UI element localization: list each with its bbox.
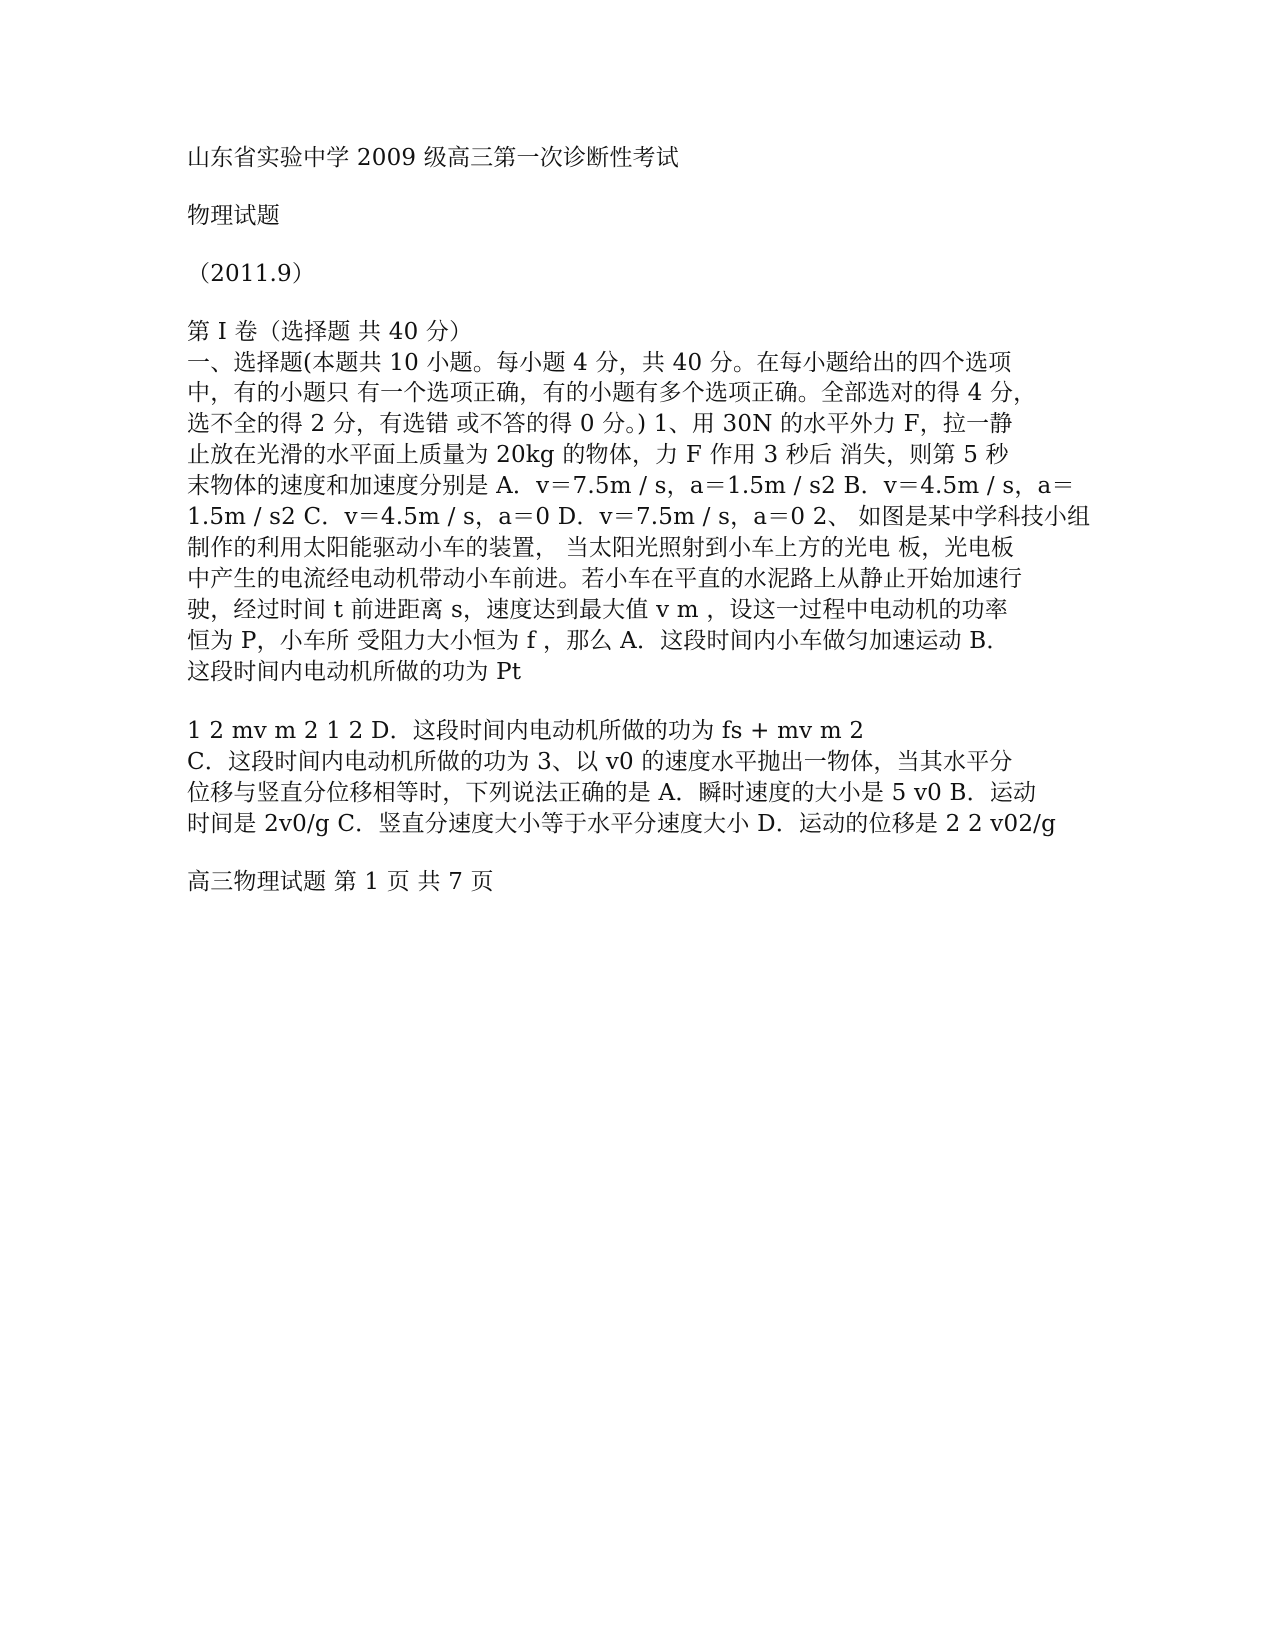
section-heading: 第 I 卷（选择题 共 40 分） (187, 319, 473, 345)
text-line: 一、选择题(本题共 10 小题。每小题 4 分，共 40 分。在每小题给出的四个选项 (187, 350, 1012, 376)
exam-title: 山东省实验中学 2009 级高三第一次诊断性考试 (187, 145, 679, 171)
text-line: 1 2 mv m 2 1 2 D．这段时间内电动机所做的功为 fs + mv m 2 (187, 718, 865, 744)
text-line: 止放在光滑的水平面上质量为 20kg 的物体，力 F 作用 3 秒后 消失，则第 5 秒 (187, 442, 1009, 468)
exam-date: （2011.9） (187, 261, 316, 287)
text-line: 制作的利用太阳能驱动小车的装置， 当太阳光照射到小车上方的光电 板，光电板 (187, 535, 1015, 561)
text-line: 末物体的速度和加速度分别是 A．v＝7.5m / s，a＝1.5m / s2 B．v＝4.5m / s，a＝ (187, 473, 1075, 499)
text-line: 时间是 2v0/g C．竖直分速度大小等于水平分速度大小 D．运动的位移是 2 2 v02/g (187, 811, 1057, 837)
text-line: 中产生的电流经电动机带动小车前进。若小车在平直的水泥路上从静止开始加速行 (187, 566, 1023, 592)
text-line: 1.5m / s2 C．v＝4.5m / s，a＝0 D．v＝7.5m / s，a＝0 2、 如图是某中学科技小组 (187, 504, 1091, 530)
subject-heading: 物理试题 (187, 203, 280, 229)
text-line: 位移与竖直分位移相等时，下列说法正确的是 A．瞬时速度的大小是 5 v0 B．运动 (187, 780, 1037, 806)
text-line: 选不全的得 2 分，有选错 或不答的得 0 分。) 1、用 30N 的水平外力 F，拉一静 (187, 411, 1013, 437)
text-line: 恒为 P，小车所 受阻力大小恒为 f ，那么 A．这段时间内小车做匀加速运动 B． (187, 628, 1010, 654)
text-line: 中，有的小题只 有一个选项正确，有的小题有多个选项正确。全部选对的得 4 分， (187, 380, 1037, 406)
text-line: 驶，经过时间 t 前进距离 s，速度达到最大值 v m ，设这一过程中电动机的功率 (187, 597, 1008, 623)
text-line: C．这段时间内电动机所做的功为 3、以 v0 的速度水平抛出一物体，当其水平分 (187, 749, 1013, 775)
text-line: 这段时间内电动机所做的功为 Pt (187, 659, 522, 685)
page-footer: 高三物理试题 第 1 页 共 7 页 (187, 869, 494, 895)
